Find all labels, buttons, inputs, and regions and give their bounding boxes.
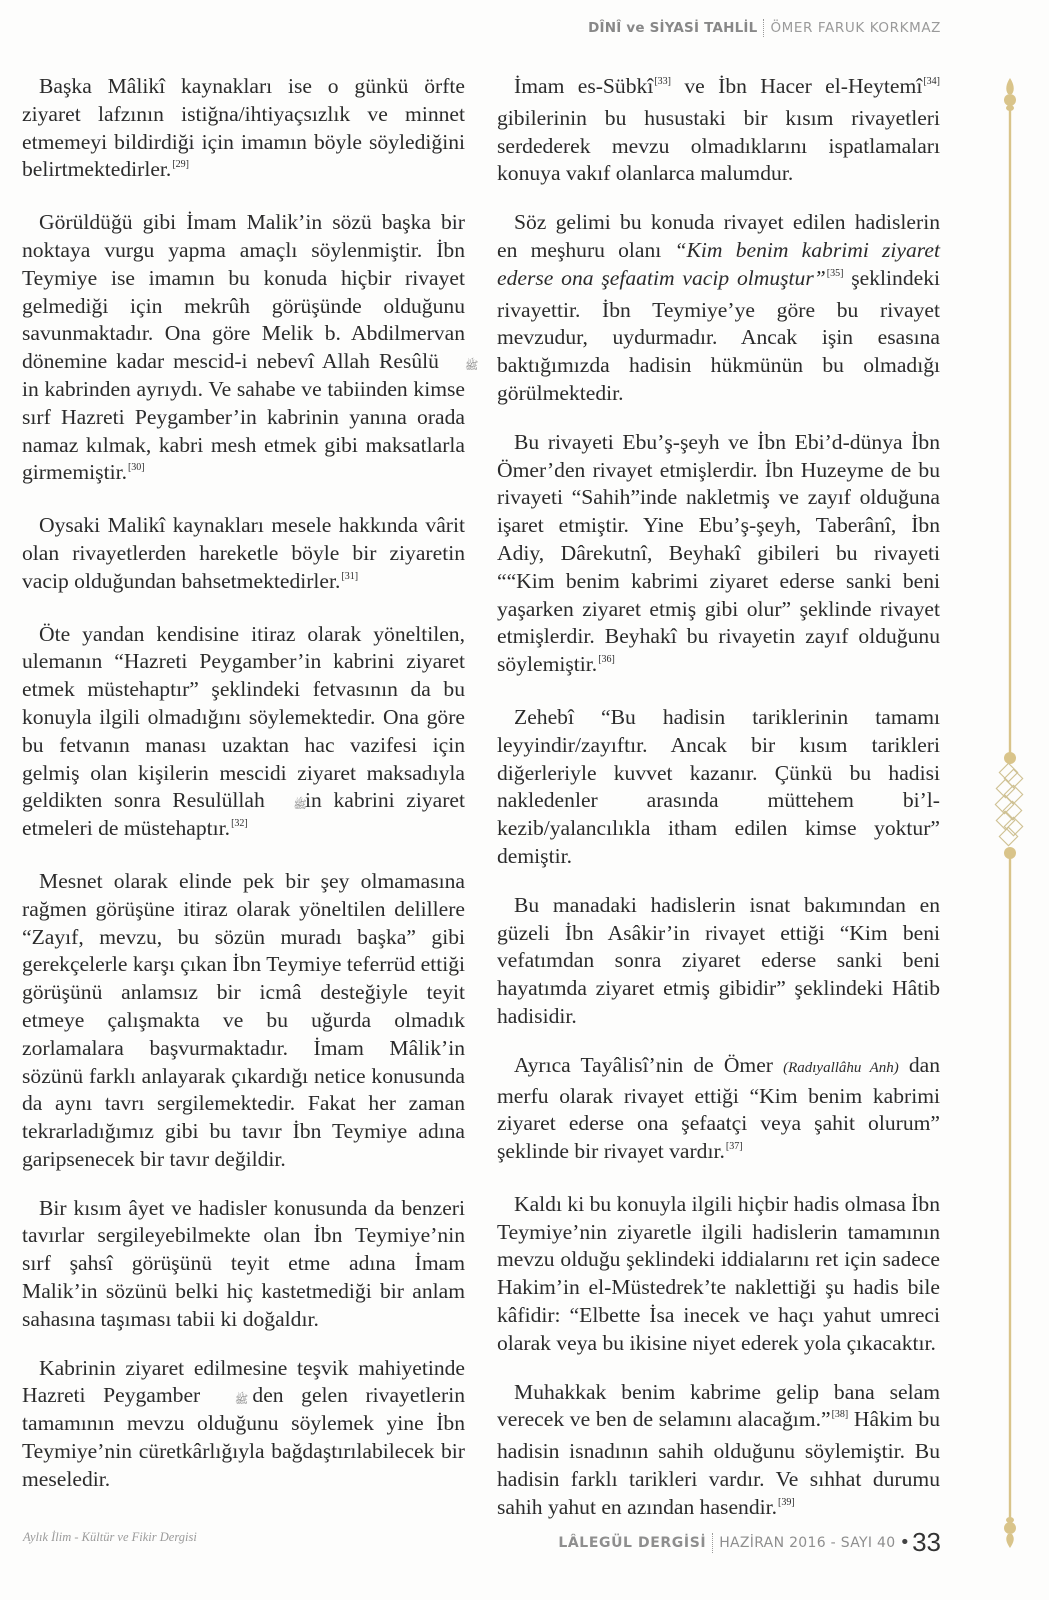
- footnote-ref[interactable]: [38]: [831, 1409, 849, 1421]
- paragraph: Muhakkak benim kabrime gelip bana selam verecek ve ben de selamını alacağım.”[38] Hâkim bu hadisin isnadının sahih olduğunu söylemiştir. Bu hadisin farklı tarikleri vardır. Ve sıhhat durumu sahih yahut en azından hasendir.[39]: [497, 1379, 940, 1519]
- paragraph: Zehebî “Bu hadisin tariklerinin tamamı leyyindir/zayıftır. Ancak bir kısım tarikleri diğerleriyle kuvvet kazanır. Çünkü bu hadisi nakledenler arasında müttehem bi’l-kezib/yalancılıkla itham edilen kimse yoktur” demiştir.: [497, 704, 940, 868]
- margin-ornament-icon: [985, 78, 1035, 1548]
- issue-info: HAZİRAN 2016 - SAYI 40: [719, 1534, 896, 1551]
- footnote-ref[interactable]: [31]: [341, 570, 359, 582]
- honorific: (Radıyallâhu Anh): [783, 1059, 899, 1076]
- footnote-ref[interactable]: [37]: [725, 1141, 743, 1153]
- paragraph: Bir kısım âyet ve hadisler konusunda da benzeri tavırlar sergileyebilmekte olan İbn Teymiye’nin sırf şahsî görüşünü teyit etme adına İmam Malik’in sözünü belki hiç kastetmediği bir anlam sahasına taşıması tabii ki doğaldır.: [22, 1195, 465, 1331]
- footer-divider: [712, 1533, 713, 1553]
- footnote-ref[interactable]: [35]: [826, 267, 844, 279]
- author-name: ÖMER FARUK KORKMAZ: [770, 20, 941, 36]
- paragraph: İmam es-Sübkî[33] ve İbn Hacer el-Heytemî[34] gibilerinin bu husustaki bir kısım rivayetleri serdederek mevzu olmadıklarını ispatlamaları konuya vakıf olanlarca malumdur.: [497, 74, 940, 186]
- paragraph: Ayrıca Tayâlisî’nin de Ömer (Radıyallâhu Anh) dan merfu olarak rivayet ettiği “Kim benim kabrimi ziyaret ederse ona şefaatçi veya şahit olurum” şeklinde bir rivayet vardır.[37]: [497, 1052, 940, 1164]
- footnote-ref[interactable]: [34]: [923, 76, 940, 87]
- footnote-ref[interactable]: [36]: [598, 654, 615, 666]
- footnote-ref[interactable]: [39]: [778, 1496, 795, 1508]
- magazine-name: LÂLEGÜL DERGİSİ: [558, 1534, 707, 1551]
- salawat-icon: ﷺ: [234, 1394, 249, 1407]
- magazine-tagline: Aylık İlim - Kültür ve Fikir Dergisi: [23, 1530, 197, 1544]
- footnote-ref[interactable]: [30]: [127, 462, 145, 474]
- paragraph: Söz gelimi bu konuda rivayet edilen hadislerin en meşhuru olanı “Kim benim kabrimi ziyaret ederse ona şefaatim vacip olmuştur”[35] şeklindeki rivayettir. İbn Teymiye’ye göre bu rivayet mevzudur, uydurmadır. Ancak işin esasına baktığımızda hadisin hükmünün bu olmadığı görülmektedir.: [497, 210, 940, 405]
- paragraph: Öte yandan kendisine itiraz olarak yöneltilen, ulemanın “Hazreti Peygamber’in kabrini ziyaret etmek müstehaptır” şeklindeki fetvasının da bu konuyla ilgili olmadığını söylemektedir. Ona göre bu fetvanın manası uzaktan hac vazifesi için gelmiş olan kişilerin mescidi ziyaret maksadıyla geldikten sonra Resulüllah ﷺ in kabrini ziyaret etmeleri de müstehaptır.[32]: [22, 621, 466, 841]
- bullet-icon: •: [899, 1532, 911, 1553]
- left-column: [22, 73, 479, 1515]
- salawat-icon: ﷺ: [293, 799, 307, 812]
- paragraph: Bu manadaki hadislerin isnat bakımından en güzeli İbn Asâkir’in rivayet ettiği “Kim beni vefatımdan sonra ziyaret ederse sanki beni hayatımda ziyaret etmiş gibidir” şeklindeki Hâtib hadisidir.: [497, 892, 940, 1028]
- paragraph: Mesnet olarak elinde pek bir şey olmamasına rağmen görüşüne itiraz olarak yöneltilen delillere “Zayıf, mevzu, bu sözün muradı başka” gibi gerekçelerle karşı çıkan İbn Teymiye teferrüd ettiği görüşünü anlamsız bir icmâ desteğiyle teyit etmeye çalışmakta ve bu uğurda olmadık zorlamalara başvurmaktadır. İmam Mâlik’in sözünü farklı anlayarak çıkardığı netice konusunda da aynı tavrı sergilemektedir. Fakat her zaman tekrarladığımız gibi bu tavır İbn Teymiye adına garipsenecek bir tavır değildir.: [22, 868, 465, 1171]
- paragraph: Bu rivayeti Ebu’ş-şeyh ve İbn Ebi’d-dünya İbn Ömer’den rivayet etmişlerdir. İbn Huzeyme de bu rivayeti “Sahih”inde nakletmiş ve zayıf olduğuna işaret etmiştir. Yine Ebu’ş-şeyh, Taberânî, İbn Adiy, Dârekutnî, Beyhakî gibileri bu rivayeti ““Kim benim kabrimi ziyaret ederse sanki beni yaşarken ziyaret etmiş gibi olur” şeklinde rivayet etmişlerdir. Beyhakî bu rivayetin zayıf olduğunu söylemiştir.[36]: [497, 429, 940, 677]
- running-header: [588, 19, 941, 37]
- hadith-quote: “Kim benim kabrimi ziyaret ederse ona şefaatim vacip olmuştur”: [497, 237, 940, 290]
- footnote-ref[interactable]: [29]: [172, 159, 189, 171]
- page-footer: [558, 1527, 941, 1558]
- paragraph: Görüldüğü gibi İmam Malik’in sözü başka bir noktaya vurgu yapma amaçlı söylenmiştir. İbn Teymiye ise imamın bu konuda hiçbir rivayet gelmediği için mekrûh görüşünde olduğunu savunmaktadır. Ona göre Melik b. Abdilmervan dönemine kadar mescid-i nebevî Allah Resûlü ﷺ in kabrinden ayrıydı. Ve sahabe ve tabiinden kimse sırf Hazreti Peygamber’in kabrinin yanına orada namaz kılmak, kabri mesh etmek gibi maksatlarla girmemiştir.[30]: [22, 210, 479, 485]
- paragraph: Kaldı ki bu konuyla ilgili hiçbir hadis olmasa İbn Teymiye’nin ziyaretle ilgili hadislerin tamamının mevzu olduğu şeklindeki iddialarını ret için sadece Hakim’in el-Müstedrek’te naklettiği şu hadis bile kâfidir: “Elbette İsa inecek ve haçı yahut umreci olarak veya bu ikisine niyet ederek yola çıkacaktır.: [497, 1191, 940, 1355]
- paragraph: Oysaki Malikî kaynakları mesele hakkında vârit olan rivayetlerden hareketle böyle bir ziyaretin vacip olduğundan bahsetmektedirler.[31]: [22, 513, 465, 593]
- footnote-ref[interactable]: [32]: [231, 818, 248, 830]
- footnote-ref[interactable]: [33]: [654, 76, 671, 87]
- section-title: DÎNÎ ve SİYASİ TAHLİL: [588, 20, 758, 36]
- paragraph: Başka Mâlikî kaynakları ise o günkü örfte ziyaret lafzının istiğna/ihtiyaçsızlık ve minnet etmemeyi bildirdiği için imamın böyle söylediğini belirtmektedirler.[29]: [22, 74, 465, 182]
- paragraph: Kabrinin ziyaret edilmesine teşvik mahiyetinde Hazreti Peygamber ﷺ den gelen rivayetlerin tamamının mevzu olduğunu söylemek yine İbn Teymiye’nin cüretkârlığıyla bağdaştırılabilecek bir meseledir.: [22, 1355, 466, 1491]
- salawat-icon: ﷺ: [465, 360, 479, 373]
- right-column: [497, 73, 940, 1547]
- page-number: 33: [912, 1527, 941, 1557]
- header-divider: [763, 19, 764, 37]
